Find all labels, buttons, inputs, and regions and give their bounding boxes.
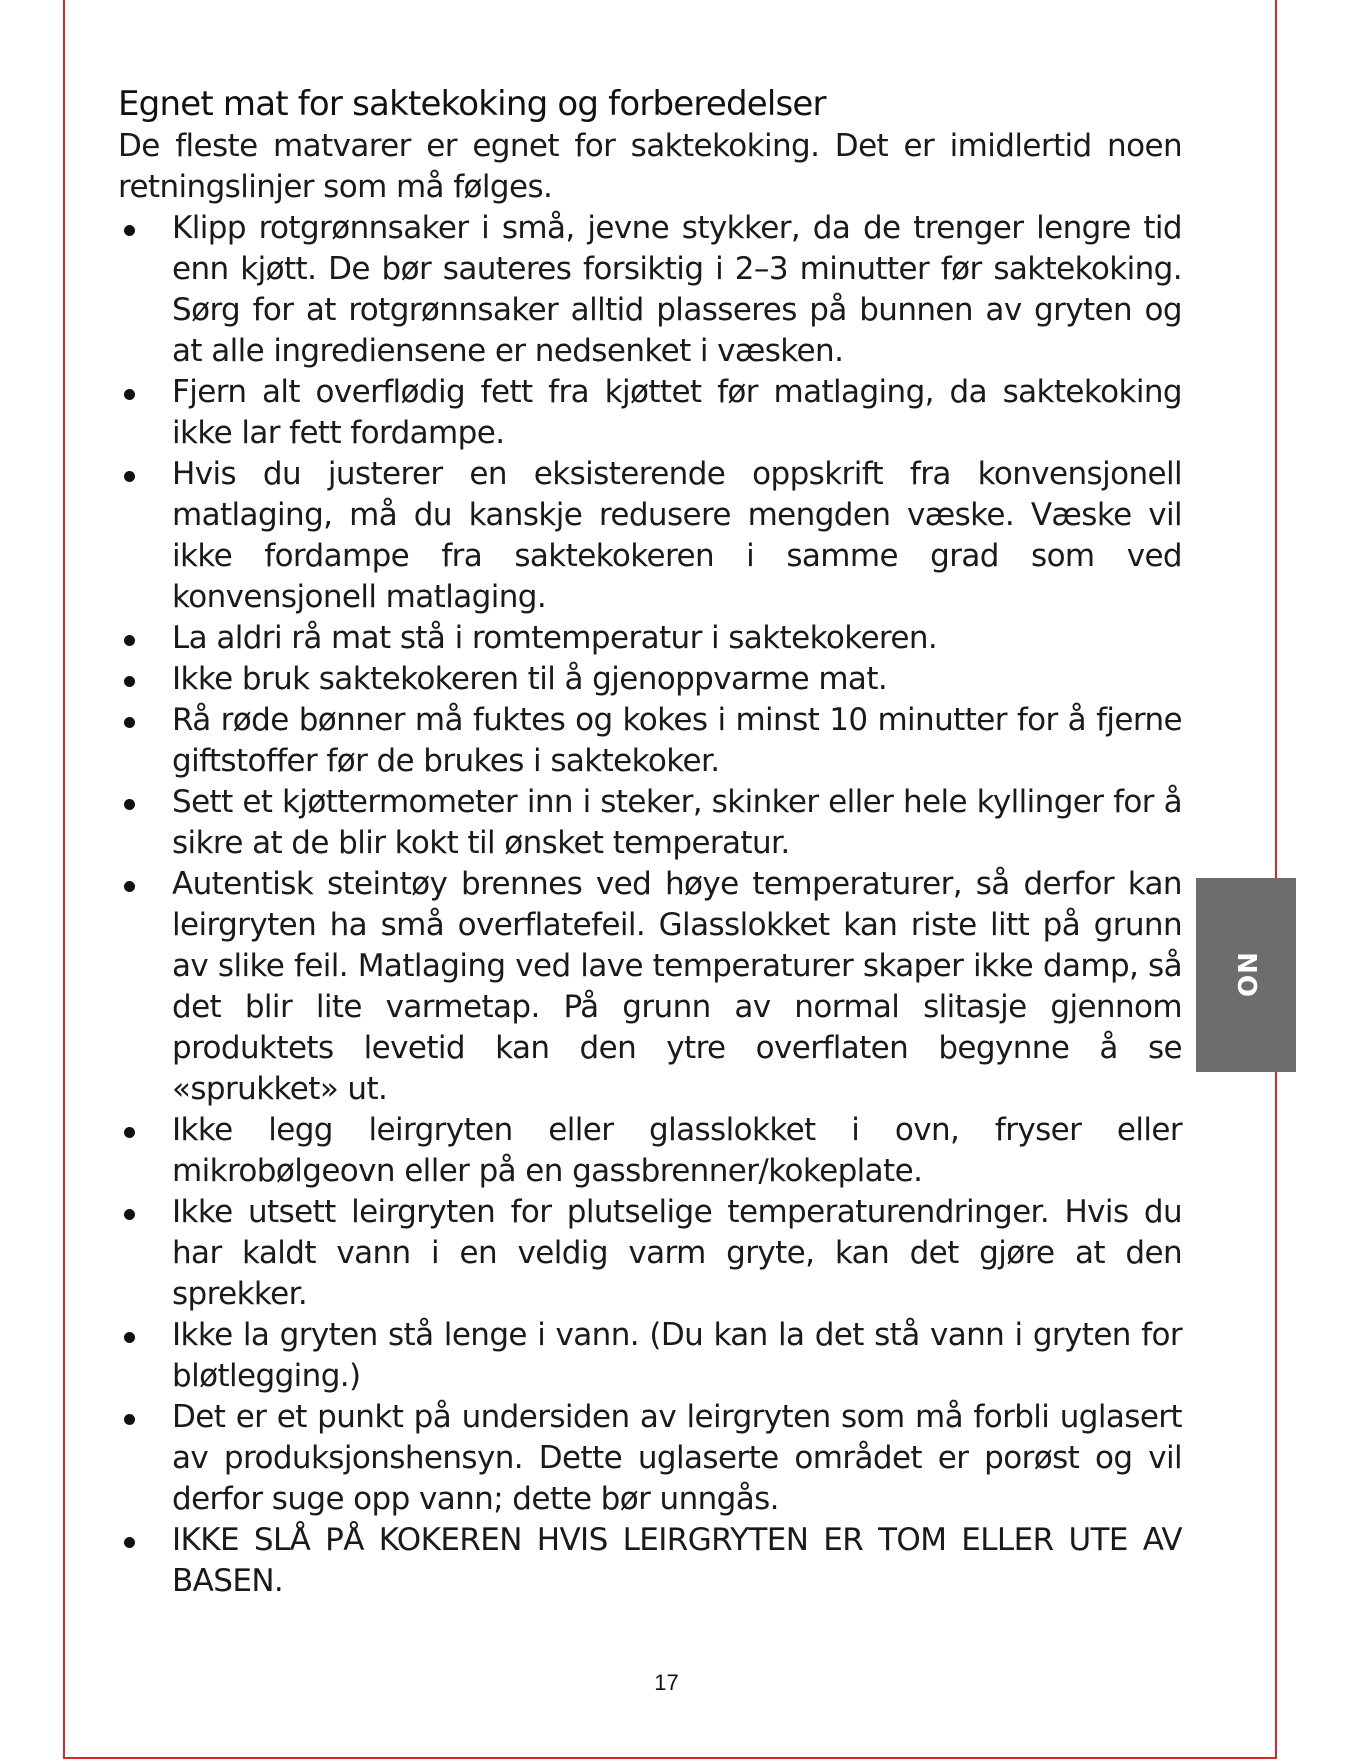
language-tab xyxy=(1196,878,1296,1072)
list-item: Ikke la gryten stå lenge i vann. (Du kan la det stå vann i gryten for bløtlegging.) xyxy=(118,1315,1182,1397)
list-item: Sett et kjøttermometer inn i steker, skinker eller hele kyllinger for å sikre at de blir kokt til ønsket temperatur. xyxy=(118,782,1182,864)
list-item: Autentisk steintøy brennes ved høye temperaturer, så derfor kan leirgryten ha små overflatefeil. Glasslokket kan riste litt på grunn av slike feil. Matlaging ved lave temperaturer skaper ikke damp, så det blir lite varmetap. På grunn av normal slitasje gjennom produktets levetid kan den ytre overflaten begynne å se «sprukket» ut. xyxy=(118,864,1182,1110)
list-item: Hvis du justerer en eksisterende oppskrift fra konvensjonell matlaging, må du kanskje redusere mengden væske. Væske vil ikke fordampe fra saktekokeren i samme grad som ved konvensjonell matlaging. xyxy=(118,454,1182,618)
list-item: Ikke bruk saktekokeren til å gjenoppvarme mat. xyxy=(118,659,1182,700)
guideline-list xyxy=(118,208,1182,1602)
list-item: Klipp rotgrønnsaker i små, jevne stykker, da de trenger lengre tid enn kjøtt. De bør sauteres forsiktig i 2–3 minutter før saktekoking. Sørg for at rotgrønnsaker alltid plasseres på bunnen av gryten og at alle ingrediensene er nedsenket i væsken. xyxy=(118,208,1182,372)
list-item: Ikke utsett leirgryten for plutselige temperaturendringer. Hvis du har kaldt vann i en veldig varm gryte, kan det gjøre at den sprekker. xyxy=(118,1192,1182,1315)
list-item: Det er et punkt på undersiden av leirgryten som må forbli uglasert av produksjonshensyn. Dette uglaserte området er porøst og vil derfor suge opp vann; dette bør unngås. xyxy=(118,1397,1182,1520)
list-item: Fjern alt overflødig fett fra kjøttet før matlaging, da saktekoking ikke lar fett fordampe. xyxy=(118,372,1182,454)
main-content xyxy=(118,82,1182,1602)
intro-paragraph: De fleste matvarer er egnet for saktekoking. Det er imidlertid noen retningslinjer som må følges. xyxy=(118,128,1182,205)
list-item: La aldri rå mat stå i romtemperatur i saktekokeren. xyxy=(118,618,1182,659)
list-item: IKKE SLÅ PÅ KOKEREN HVIS LEIRGRYTEN ER TOM ELLER UTE AV BASEN. xyxy=(118,1520,1182,1602)
page-number: 17 xyxy=(654,1670,679,1695)
section-title: Egnet mat for saktekoking og forberedelser xyxy=(118,84,826,124)
list-item: Rå røde bønner må fuktes og kokes i minst 10 minutter for å fjerne giftstoffer før de brukes i saktekoker. xyxy=(118,700,1182,782)
list-item: Ikke legg leirgryten eller glasslokket i ovn, fryser eller mikrobølgeovn eller på en gassbrenner/kokeplate. xyxy=(118,1110,1182,1192)
language-tab-label: NO xyxy=(1231,952,1261,998)
